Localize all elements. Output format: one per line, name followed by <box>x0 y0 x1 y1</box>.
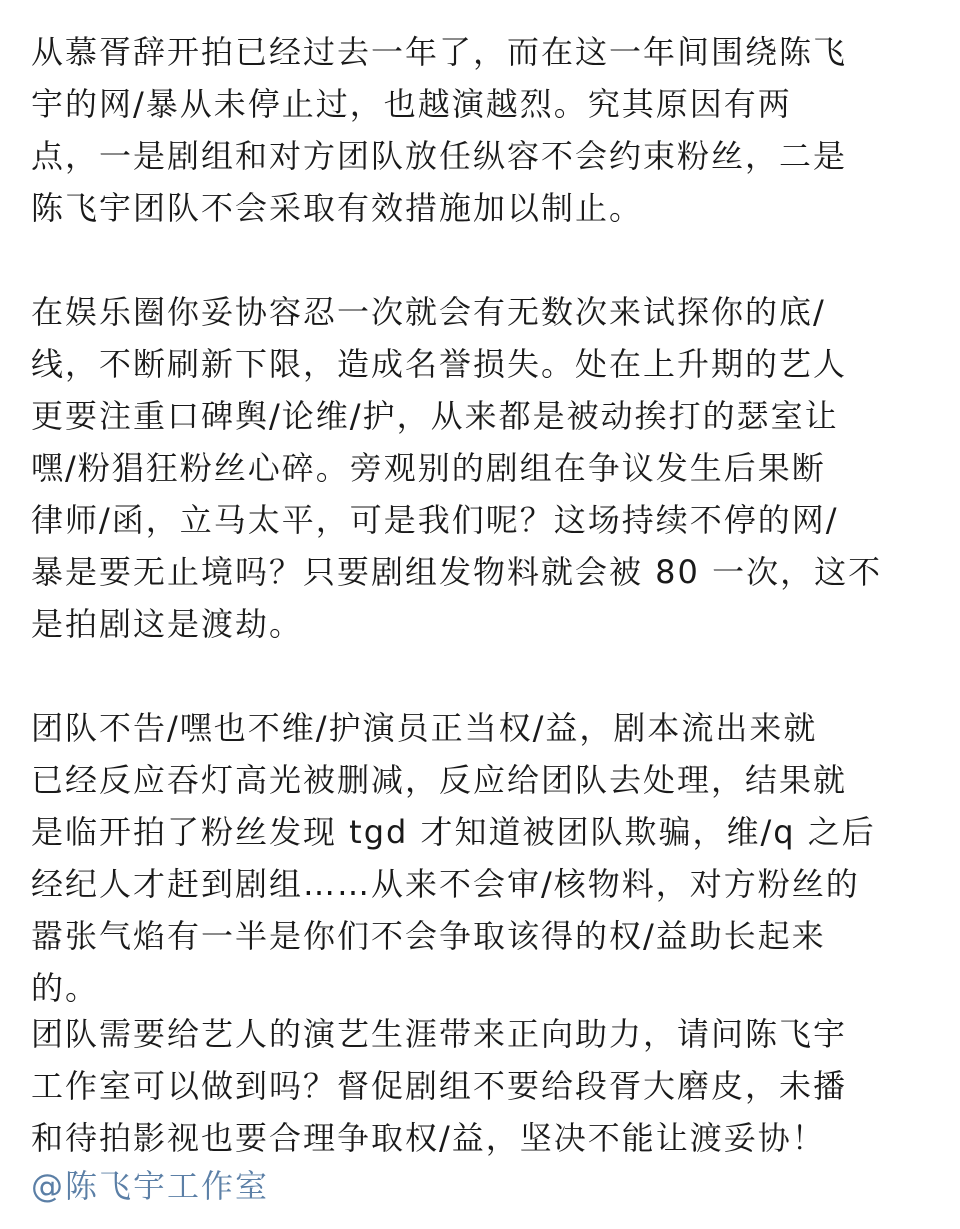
text-line: 律师/函，立马太平，可是我们呢？这场持续不停的网/ <box>31 501 839 539</box>
text-line: 团队不告/嘿也不维/护演员正当权/益，剧本流出来就 <box>31 709 818 747</box>
text-line: 工作室可以做到吗？督促剧组不要给段胥大磨皮，未播 <box>31 1067 848 1105</box>
text-line: 在娱乐圈你妥协容忍一次就会有无数次来试探你的底/ <box>31 293 826 331</box>
text-line: 线，不断刷新下限，造成名誉损失。处在上升期的艺人 <box>31 345 848 383</box>
text-line: 和待拍影视也要合理争取权/益，坚决不能让渡妥协！ <box>31 1119 826 1157</box>
mention-link[interactable]: @陈飞宇工作室 <box>31 1167 270 1205</box>
text-line: 嚣张气焰有一半是你们不会争取该得的权/益助长起来 <box>31 917 826 955</box>
text-line: 更要注重口碑舆/论维/护，从来都是被动挨打的瑟室让 <box>31 397 839 435</box>
text-line: 点，一是剧组和对方团队放任纵容不会约束粉丝，二是 <box>31 137 848 175</box>
text-line: 是拍剧这是渡劫。 <box>31 605 304 643</box>
text-line: 经纪人才赶到剧组……从来不会审/核物料，对方粉丝的 <box>31 865 860 903</box>
text-line: 团队需要给艺人的演艺生涯带来正向助力，请问陈飞宇 <box>31 1015 848 1053</box>
text-line: 的。 <box>31 969 100 1007</box>
text-line: 嘿/粉猖狂粉丝心碎。旁观别的剧组在争议发生后果断 <box>31 449 826 487</box>
text-line: 从慕胥辞开拍已经过去一年了，而在这一年间围绕陈飞 <box>31 33 848 71</box>
text-line: 已经反应吞灯高光被删减，反应给团队去处理，结果就 <box>31 761 848 799</box>
text-line: 陈飞宇团队不会采取有效措施加以制止。 <box>31 189 644 227</box>
text-line: 是临开拍了粉丝发现 tgd 才知道被团队欺骗，维/q 之后 <box>31 813 876 851</box>
text-line: 宇的网/暴从未停止过，也越演越烈。究其原因有两 <box>31 85 792 123</box>
text-line: 暴是要无止境吗？只要剧组发物料就会被 80 一次，这不 <box>31 553 883 591</box>
